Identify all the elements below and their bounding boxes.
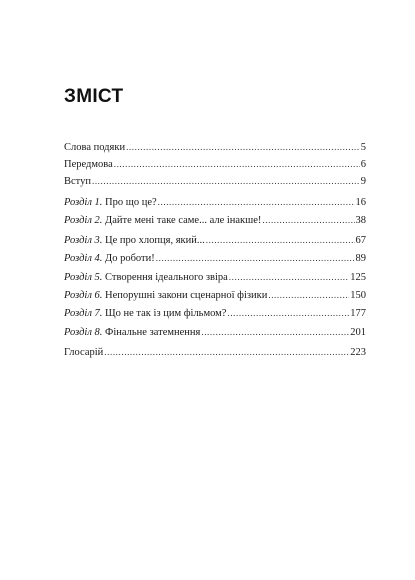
toc-entry-label	[64, 252, 155, 266]
toc-entry-label	[64, 158, 113, 172]
toc-entry-prefix: Розділ 6.	[64, 290, 103, 301]
toc-entry-title: Дайте мені таке саме... але інакше!	[105, 215, 262, 226]
toc-entry-label	[64, 326, 200, 340]
toc-entry-chapter-7	[64, 306, 366, 320]
toc-entry-title: Про що це?	[105, 197, 157, 208]
toc-entry-title: Слова подяки	[64, 142, 126, 153]
toc-entry-title: Передмова	[64, 159, 113, 170]
toc-leader-dots	[104, 345, 349, 359]
toc-entry-prefix: Розділ 2.	[64, 215, 103, 226]
toc-entry-page: 177	[350, 308, 366, 319]
toc-entry-page: 67	[355, 235, 366, 246]
toc-entry-introduction	[64, 174, 366, 188]
toc-entry-title: Глосарій	[64, 347, 104, 358]
toc-entry-prefix: Розділ 7.	[64, 308, 103, 319]
toc-entry-label	[64, 346, 103, 360]
toc-entry-title: Створення ідеального звіра	[105, 272, 228, 283]
toc-entry-page: 5	[360, 142, 366, 153]
toc-entry-title: Це про хлопця, який...	[105, 235, 205, 246]
toc-entry-title: Непорушні закони сценарної фізики	[105, 290, 268, 301]
toc-entry-page: 16	[355, 197, 366, 208]
toc-entry-page: 150	[350, 290, 366, 301]
toc-entry-prefix: Розділ 1.	[64, 197, 103, 208]
toc-leader-dots	[92, 174, 360, 188]
toc-entry-page: 6	[360, 159, 366, 170]
toc-leader-dots	[206, 233, 355, 247]
toc-entry-prefix: Розділ 8.	[64, 327, 103, 338]
toc-entry-label	[64, 141, 125, 155]
toc-entry-label	[64, 289, 267, 303]
toc-entry-page: 9	[360, 176, 366, 187]
toc-entry-chapter-2	[64, 213, 366, 227]
toc-entry-title: Фінальне затемнення	[105, 327, 201, 338]
toc-entry-title: Що не так із цим фільмом?	[105, 308, 227, 319]
toc-entry-page: 201	[350, 327, 366, 338]
toc-entry-chapter-8	[64, 325, 366, 339]
toc-leader-dots	[268, 288, 349, 302]
toc-leader-dots	[156, 251, 355, 265]
toc-entry-label	[64, 214, 261, 228]
toc-entry-chapter-5	[64, 270, 366, 284]
toc-entry-page: 38	[355, 215, 366, 226]
page-title: ЗМІСТ	[64, 86, 124, 107]
toc-entry-chapter-4	[64, 251, 366, 265]
toc-entry-page: 125	[350, 272, 366, 283]
toc-entry-page: 89	[355, 253, 366, 264]
toc-entry-acknowledgements	[64, 140, 366, 154]
toc-leader-dots	[114, 157, 360, 171]
toc-entry-label	[64, 234, 205, 248]
toc-entry-prefix: Розділ 5.	[64, 272, 103, 283]
toc-leader-dots	[262, 213, 354, 227]
toc-entry-prefix: Розділ 3.	[64, 235, 103, 246]
toc-leader-dots	[229, 270, 349, 284]
toc-entry-page: 223	[350, 347, 366, 358]
toc-leader-dots	[126, 140, 360, 154]
toc-entry-label	[64, 196, 157, 210]
toc-entry-chapter-6	[64, 288, 366, 302]
toc-leader-dots	[227, 306, 349, 320]
toc-entry-foreword	[64, 157, 366, 171]
toc-leader-dots	[201, 325, 349, 339]
toc-entry-prefix: Розділ 4.	[64, 253, 103, 264]
toc-entry-label	[64, 307, 226, 321]
toc-entry-title: До роботи!	[105, 253, 155, 264]
toc-entry-title: Вступ	[64, 176, 91, 187]
toc-entry-glossary	[64, 345, 366, 359]
toc-entry-chapter-3	[64, 233, 366, 247]
toc-entry-label	[64, 271, 228, 285]
toc-leader-dots	[158, 195, 355, 209]
toc-entry-chapter-1	[64, 195, 366, 209]
toc-entry-label	[64, 175, 91, 189]
